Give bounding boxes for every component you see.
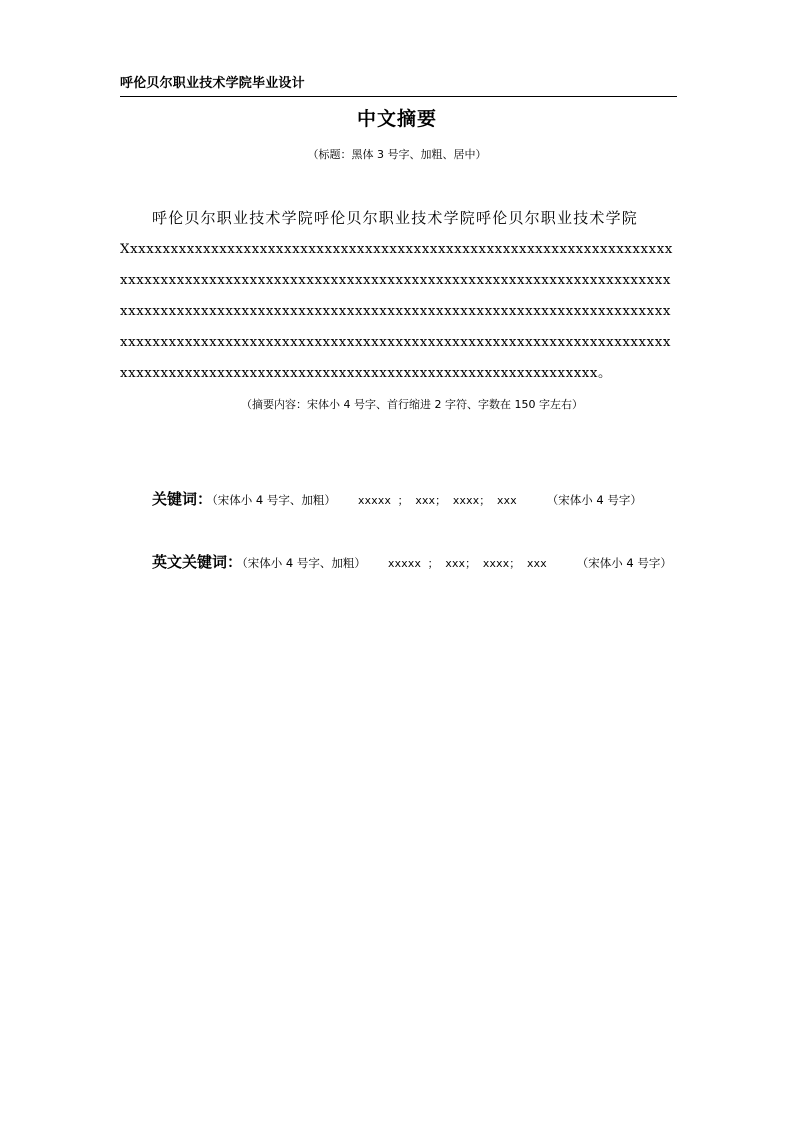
english-keywords-trailing-note: （宋体小 4 号字） <box>576 556 672 570</box>
english-keywords-note: （宋体小 4 号字、加粗） <box>242 556 366 570</box>
english-keywords-row <box>152 551 672 575</box>
keywords-values: xxxxx ； xxx； xxxx； xxx <box>357 494 517 507</box>
abstract-title-note: （标题：黑体 3 号字、加粗、居中） <box>307 148 487 161</box>
header-rule <box>120 96 677 97</box>
keywords-row <box>152 488 642 512</box>
abstract-body <box>120 203 676 389</box>
keywords-label: 关键词： <box>152 490 213 508</box>
keywords-note: （宋体小 4 号字、加粗） <box>212 493 336 507</box>
abstract-lead-line: 呼伦贝尔职业技术学院呼伦贝尔职业技术学院呼伦贝尔职业技术学院 <box>152 209 639 227</box>
abstract-format-note: （摘要内容：宋体小 4 号字、首行缩进 2 字符、字数在 150 字左右） <box>241 398 583 411</box>
english-keywords-values: xxxxx ； xxx； xxxx； xxx <box>387 557 547 570</box>
abstract-body-text: Xxxxxxxxxxxxxxxxxxxxxxxxxxxxxxxxxxxxxxxxxxxxxxxxxxxxxxxxxxxxxxxxxxxxxxxxxxxxxxxxxxxxxxxxxxxxxxxxxxxxxxxxxxxxxxxxxxxxxxxxxxxxxxxxxxxxxxxxxxxxxxxxxxxxxxxxxxxxxxxxxxxxxxxxxxxxxxxxxxxxxxxxxxxxxxxxxxxxxxxxxxxxxxxxxxxxxxxxxxxxxxxxxxxxxxxxxxxxxxxxxxxxxxxxxxxxxxxxxxxxxxxxxxxxxxxxxxxxxxxxxxxxxxxxxxxxxxxxxxxxxxxxxxxxxxxxxxxxxxxxxxxxxxxxxxx。 <box>120 242 673 381</box>
english-keywords-label: 英文关键词： <box>152 553 243 571</box>
abstract-title: 中文摘要 <box>356 108 437 130</box>
keywords-trailing-note: （宋体小 4 号字） <box>546 493 642 507</box>
page-header-title: 呼伦贝尔职业技术学院毕业设计 <box>120 76 305 91</box>
